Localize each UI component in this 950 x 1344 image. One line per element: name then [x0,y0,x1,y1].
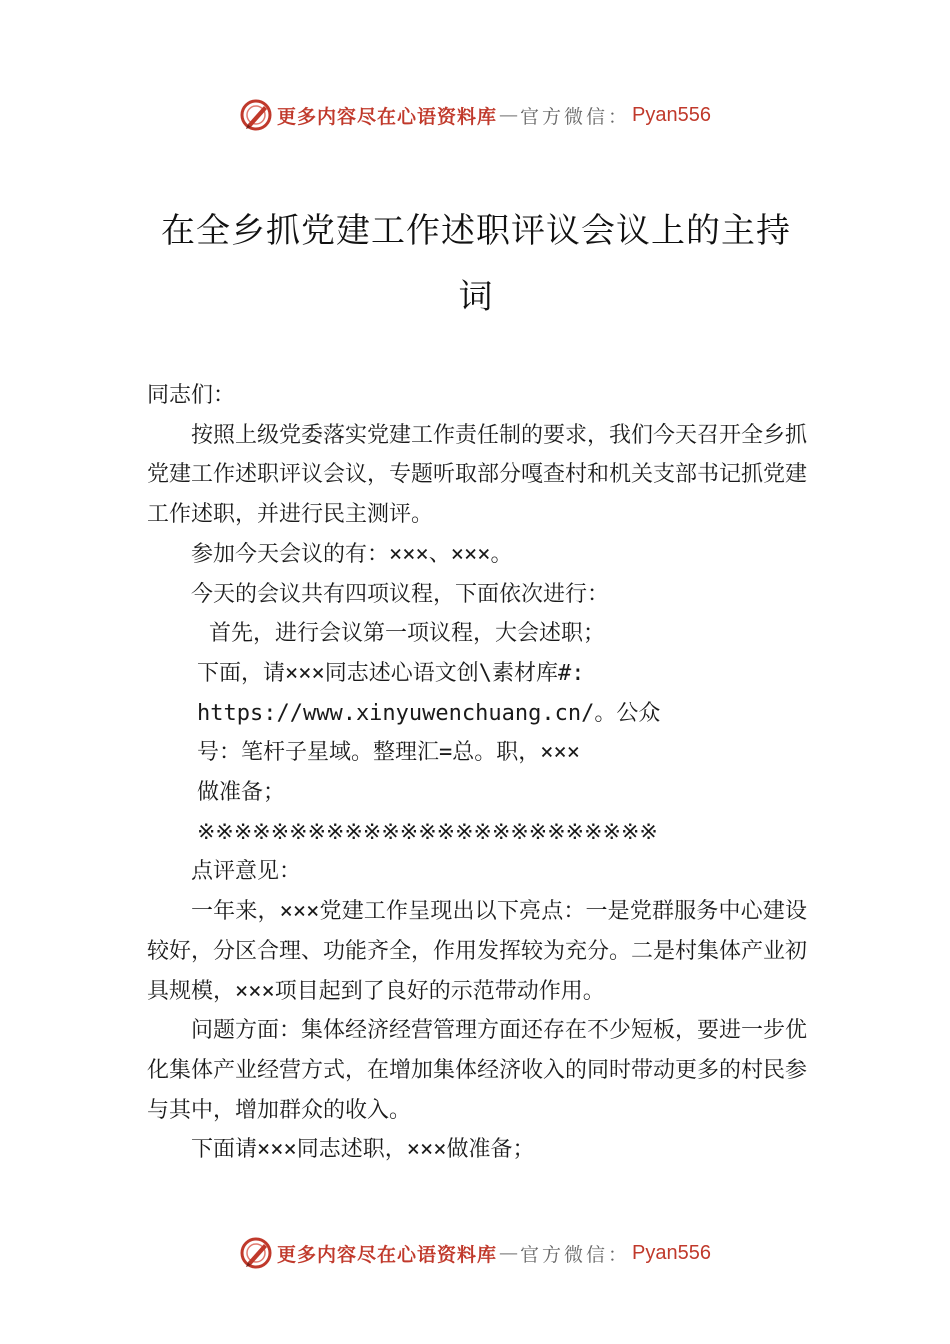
paragraph: 参加今天会议的有：×××、×××。 [191,541,513,567]
paragraph: 做准备； [197,780,286,806]
paragraph: 首先，进行会议第一项议程，大会述职； [209,621,606,647]
banner-dash: — [499,104,519,126]
banner-wechat-id: Pyan556 [632,103,711,126]
pen-logo-icon [239,1236,273,1270]
footer-banner [0,1233,950,1273]
paragraph: 今天的会议共有四项议程，下面依次进行： [191,581,610,607]
paragraph: 一年来，×××党建工作呈现出以下亮点：一是党群服务中心建设较好，分区合理、功能齐全，作用发挥较为充分。二是村集体产业初具规模，×××项目起到了良好的示范带动作用。 [147,899,808,1004]
banner-slogan: 更多内容尽在心语资料库 [277,105,498,128]
pen-logo-icon [239,98,273,132]
divider-symbols: ※※※※※※※※※※※※※※※※※※※※※※※※※ [197,819,658,845]
salutation: 同志们： [147,383,236,408]
paragraph: 问题方面：集体经济经营管理方面还存在不少短板，要进一步优化集体产业经营方式，在增加集体经济收入的同时带动更多的村民参与其中，增加群众的收入。 [147,1018,808,1123]
url-line: https://www.xinyuwenchuang.cn/。公众 [197,700,661,726]
banner-slogan: 更多内容尽在心语资料库 [277,1243,498,1266]
paragraph: 号：笔杆子星域。整理汇=总。职，××× [197,740,580,766]
header-banner [0,95,950,135]
document-title: 在全乡抓党建工作述职评议会议上的主持词 [161,211,791,317]
banner-dash: — [499,1242,519,1264]
document-body [147,376,807,1170]
banner-label: 官方微信： [520,1243,631,1266]
paragraph: 下面，请×××同志述心语文创\素材库#: [197,660,585,686]
paragraph: 按照上级党委落实党建工作责任制的要求，我们今天召开全乡抓党建工作述职评议会议，专题听取部分嘎查村和机关支部书记抓党建工作述职，并进行民主测评。 [147,422,808,528]
paragraph: 下面请×××同志述职，×××做准备； [191,1137,535,1163]
banner-wechat-id: Pyan556 [632,1241,711,1264]
banner-label: 官方微信： [520,105,631,128]
paragraph: 点评意见： [191,859,302,885]
